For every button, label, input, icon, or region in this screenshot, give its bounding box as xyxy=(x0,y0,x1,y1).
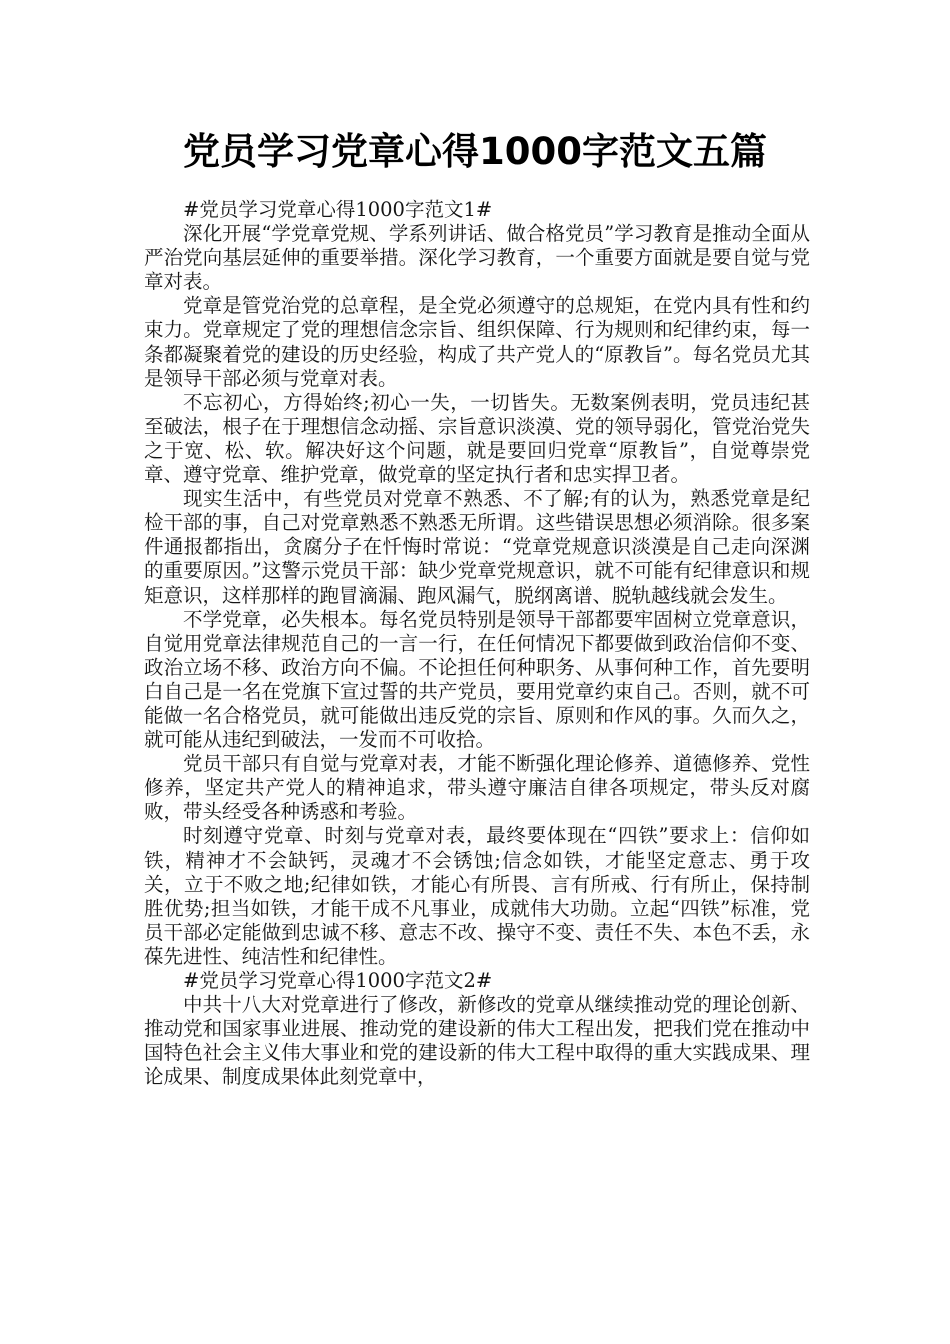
paragraph: 不忘初心，方得始终;初心一失，一切皆失。无数案例表明，党员违纪甚至破法，根子在于理想信念动摇、宗旨意识淡漠、党的领导弱化，管党治党失之于宽、松、软。解决好这个问题，就是要回归党章“原教旨”，自觉尊崇党章、遵守党章、维护党章，做党章的坚定执行者和忠实捍卫者。 xyxy=(144,390,810,487)
paragraph: 现实生活中，有些党员对党章不熟悉、不了解;有的认为，熟悉党章是纪检干部的事，自己对党章熟悉不熟悉无所谓。这些错误思想必须消除。很多案件通报都指出，贪腐分子在忏悔时常说：“党章党规意识淡漠是自己走向深渊的重要原因。”这警示党员干部：缺少党章党规意识，就不可能有纪律意识和规矩意识，这样那样的跑冒滴漏、跑风漏气，脱纲离谱、脱轨越线就会发生。 xyxy=(144,487,810,607)
paragraph: 深化开展“学党章党规、学系列讲话、做合格党员”学习教育是推动全面从严治党向基层延伸的重要举措。深化学习教育，一个重要方面就是要自觉与党章对表。 xyxy=(144,222,810,294)
paragraph: 不学党章，必失根本。每名党员特别是领导干部都要牢固树立党章意识，自觉用党章法律规范自己的一言一行，在任何情况下都要做到政治信仰不变、政治立场不移、政治方向不偏。不论担任何种职务、从事何种工作，首先要明白自己是一名在党旗下宣过誓的共产党员，要用党章约束自己。否则，就不可能做一名合格党员，就可能做出违反党的宗旨、原则和作风的事。久而久之，就可能从违纪到破法，一发而不可收拾。 xyxy=(144,607,810,752)
section-heading: #党员学习党章心得1000字范文1# xyxy=(183,198,493,221)
section-heading: #党员学习党章心得1000字范文2# xyxy=(183,969,493,992)
paragraph: 党员干部只有自觉与党章对表，才能不断强化理论修养、道德修养、党性修养，坚定共产党人的精神追求，带头遵守廉洁自律各项规定，带头反对腐败，带头经受各种诱惑和考验。 xyxy=(144,752,810,824)
document-title: 党员学习党章心得1000字范文五篇 xyxy=(183,130,767,173)
paragraph: 党章是管党治党的总章程，是全党必须遵守的总规矩，在党内具有性和约束力。党章规定了党的理想信念宗旨、组织保障、行为规则和纪律约束，每一条都凝聚着党的建设的历史经验，构成了共产党人的“原教旨”。每名党员尤其是领导干部必须与党章对表。 xyxy=(144,294,810,390)
paragraph: 中共十八大对党章进行了修改，新修改的党章从继续推动党的理论创新、推动党和国家事业进展、推动党的建设新的伟大工程出发，把我们党在推动中国特色社会主义伟大事业和党的建设新的伟大工程中取得的重大实践成果、理论成果、制度成果体此刻党章中， xyxy=(144,993,810,1089)
document-body xyxy=(144,198,810,1089)
paragraph: 时刻遵守党章、时刻与党章对表，最终要体现在“四铁”要求上：信仰如铁，精神才不会缺钙，灵魂才不会锈蚀;信念如铁，才能坚定意志、勇于攻关，立于不败之地;纪律如铁，才能心有所畏、言有所戒、行有所止，保持制胜优势;担当如铁，才能干成不凡事业，成就伟大功勋。立起“四铁”标准，党员干部必定能做到忠诚不移、意志不改、操守不变、责任不失、本色不丢，永葆先进性、纯洁性和纪律性。 xyxy=(144,824,810,968)
